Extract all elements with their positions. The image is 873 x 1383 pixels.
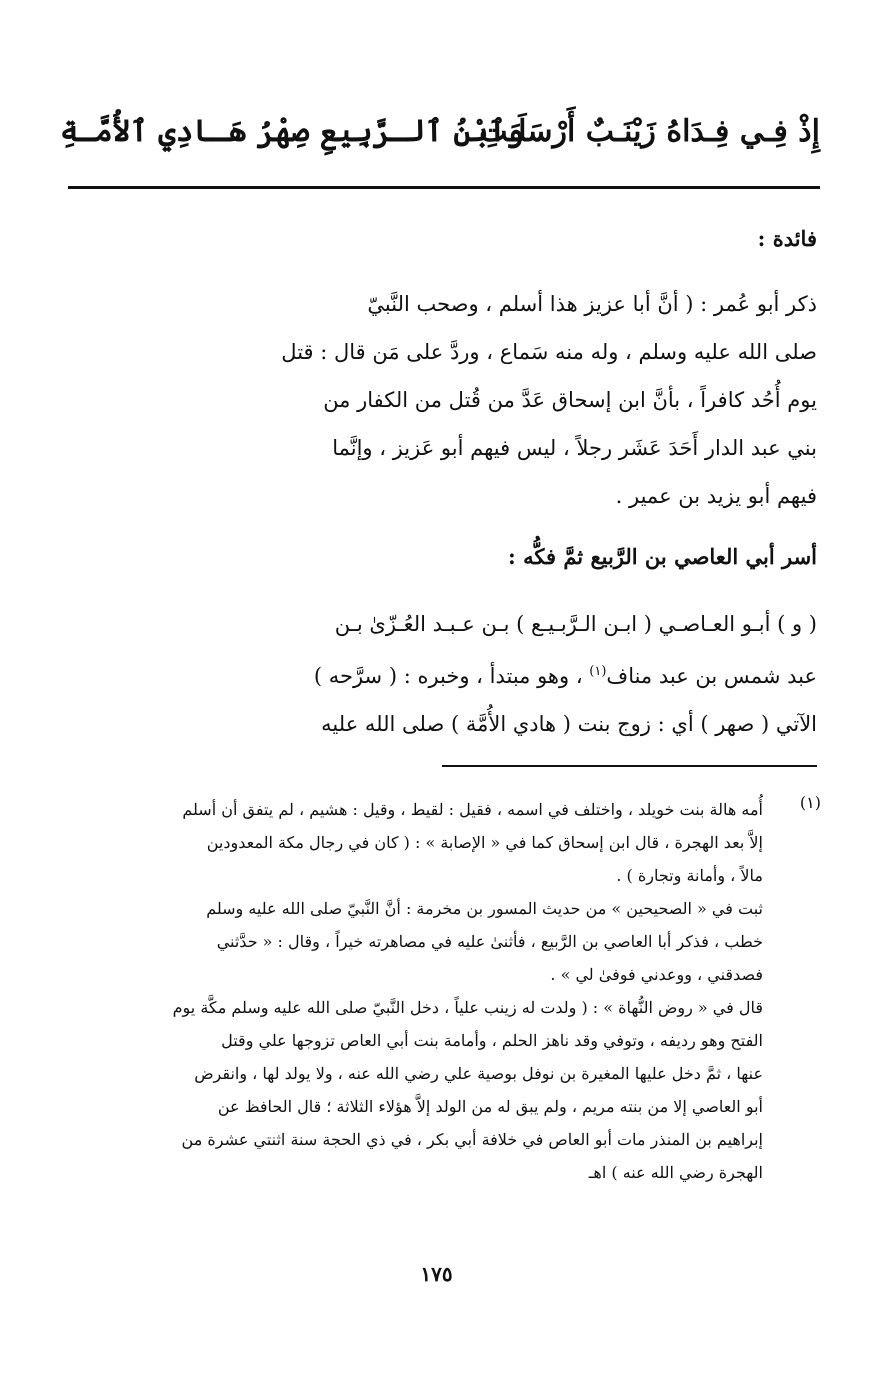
paragraph-line: ( و ) أبـو العـاصـي ( ابـن الـرَّبـيـع ) بـن عـبـد العُـزّىٰ بـن <box>334 612 817 636</box>
verse-divider <box>68 186 820 189</box>
footnote-line: أُمه هالة بنت خويلد ، واختلف في اسمه ، فقيل : لقيط ، وقيل : هشيم ، لم يتفق أن أسلم <box>182 800 763 819</box>
paragraph-line: بني عبد الدار أَحَدَ عَشَر رجلاً ، ليس فيهم أبو عَزيز ، وإنَّما <box>332 436 817 460</box>
footnote-line: قال في « روض النُّهاة » : ( ولدت له زينب علياً ، دخل النَّبيّ صلى الله عليه وسلم مكَّة يوم <box>172 998 763 1017</box>
paragraph-text: ، وهو مبتدأ ، وخبره : ( سرَّحه ) <box>313 664 590 688</box>
paragraph-line <box>255 648 817 700</box>
captivity-paragraph <box>255 600 817 748</box>
page-number: ١٧٥ <box>420 1262 453 1286</box>
footnote-text <box>63 793 763 1189</box>
footnote-line: فصدقني ، ووعدني فوفىٰ لي » . <box>550 965 763 984</box>
footnote-line: أبو العاصي إلا من بنته مريم ، ولم يبق له من الولد إلاَّ هؤلاء الثلاثة ؛ قال الحافظ عن <box>217 1097 763 1116</box>
verse-left-hemistich: وَٱبْنُ ٱلـرَّبِيعِ صِهْرُ هَـادِي ٱلأُمَّـةِ <box>60 114 524 149</box>
footnote-line: الفتح وهو رديفه ، وتوفي وقد ناهز الحلم ، وأمامة بنت أبي العاص تزوجها علي وقتل <box>221 1031 763 1050</box>
paragraph-line: الآتي ( صهر ) أي : زوج بنت ( هادي الأُمَّة ) صلى الله عليه <box>321 712 817 736</box>
paragraph-line: صلى الله عليه وسلم ، وله منه سَماع ، وردَّ على مَن قال : قتل <box>281 340 817 364</box>
footnote-number: (١) <box>799 793 821 812</box>
section-heading-captivity: أسر أبي العاصي بن الرَّبيع ثمَّ فكُّه : <box>508 544 817 569</box>
poem-verse <box>60 102 820 162</box>
footnote-line: الهجرة رضي الله عنه ) اهـ <box>588 1163 763 1182</box>
footnote-line: إلاَّ بعد الهجرة ، قال ابن إسحاق كما في « الإصابة » : ( كان في رجال مكة المعدودين <box>206 833 763 852</box>
footnote-line: خطب ، فذكر أبا العاصي بن الرَّبيع ، فأثنىٰ عليه في مصاهرته خيراً ، وقال : « حدَّثني <box>216 932 763 951</box>
paragraph-text: عبد شمس بن عبد مناف <box>606 664 817 688</box>
paragraph-line: يوم أُحُد كافراً ، بأنَّ ابن إسحاق عَدَّ من قُتل من الكفار من <box>323 388 817 412</box>
footnote-line: إبراهيم بن المنذر مات أبو العاص في خلافة أبي بكر ، في ذي الحجة سنة اثنتي عشرة من <box>181 1130 763 1149</box>
benefit-paragraph <box>255 280 817 520</box>
paragraph-line: ذكر أبو عُمر : ( أنَّ أبا عزيز هذا أسلم ، وصحب النَّبيّ <box>367 292 817 316</box>
footnote-line: عنها ، ثمَّ دخل عليها المغيرة بن نوفل بوصية علي رضي الله عنه ، ولا يولد لها ، وانقرض <box>194 1064 763 1083</box>
footnote-divider <box>442 765 817 767</box>
footnote-line: ثبت في « الصحيحين » من حديث المسور بن مخرمة : أنَّ النَّبيّ صلى الله عليه وسلم <box>206 899 763 918</box>
footnote-line: مالاً ، وأمانة وتجارة ) . <box>616 866 763 885</box>
section-heading-benefit: فائدة : <box>757 226 817 251</box>
paragraph-line: فيهم أبو يزيد بن عمير . <box>615 484 817 508</box>
footnote-marker[interactable]: (١) <box>589 664 607 679</box>
verse-right-hemistich: إِذْ فِـي فِـدَاهُ زَيْنَـبٌ أَرْسَلَـتِ <box>479 114 820 149</box>
